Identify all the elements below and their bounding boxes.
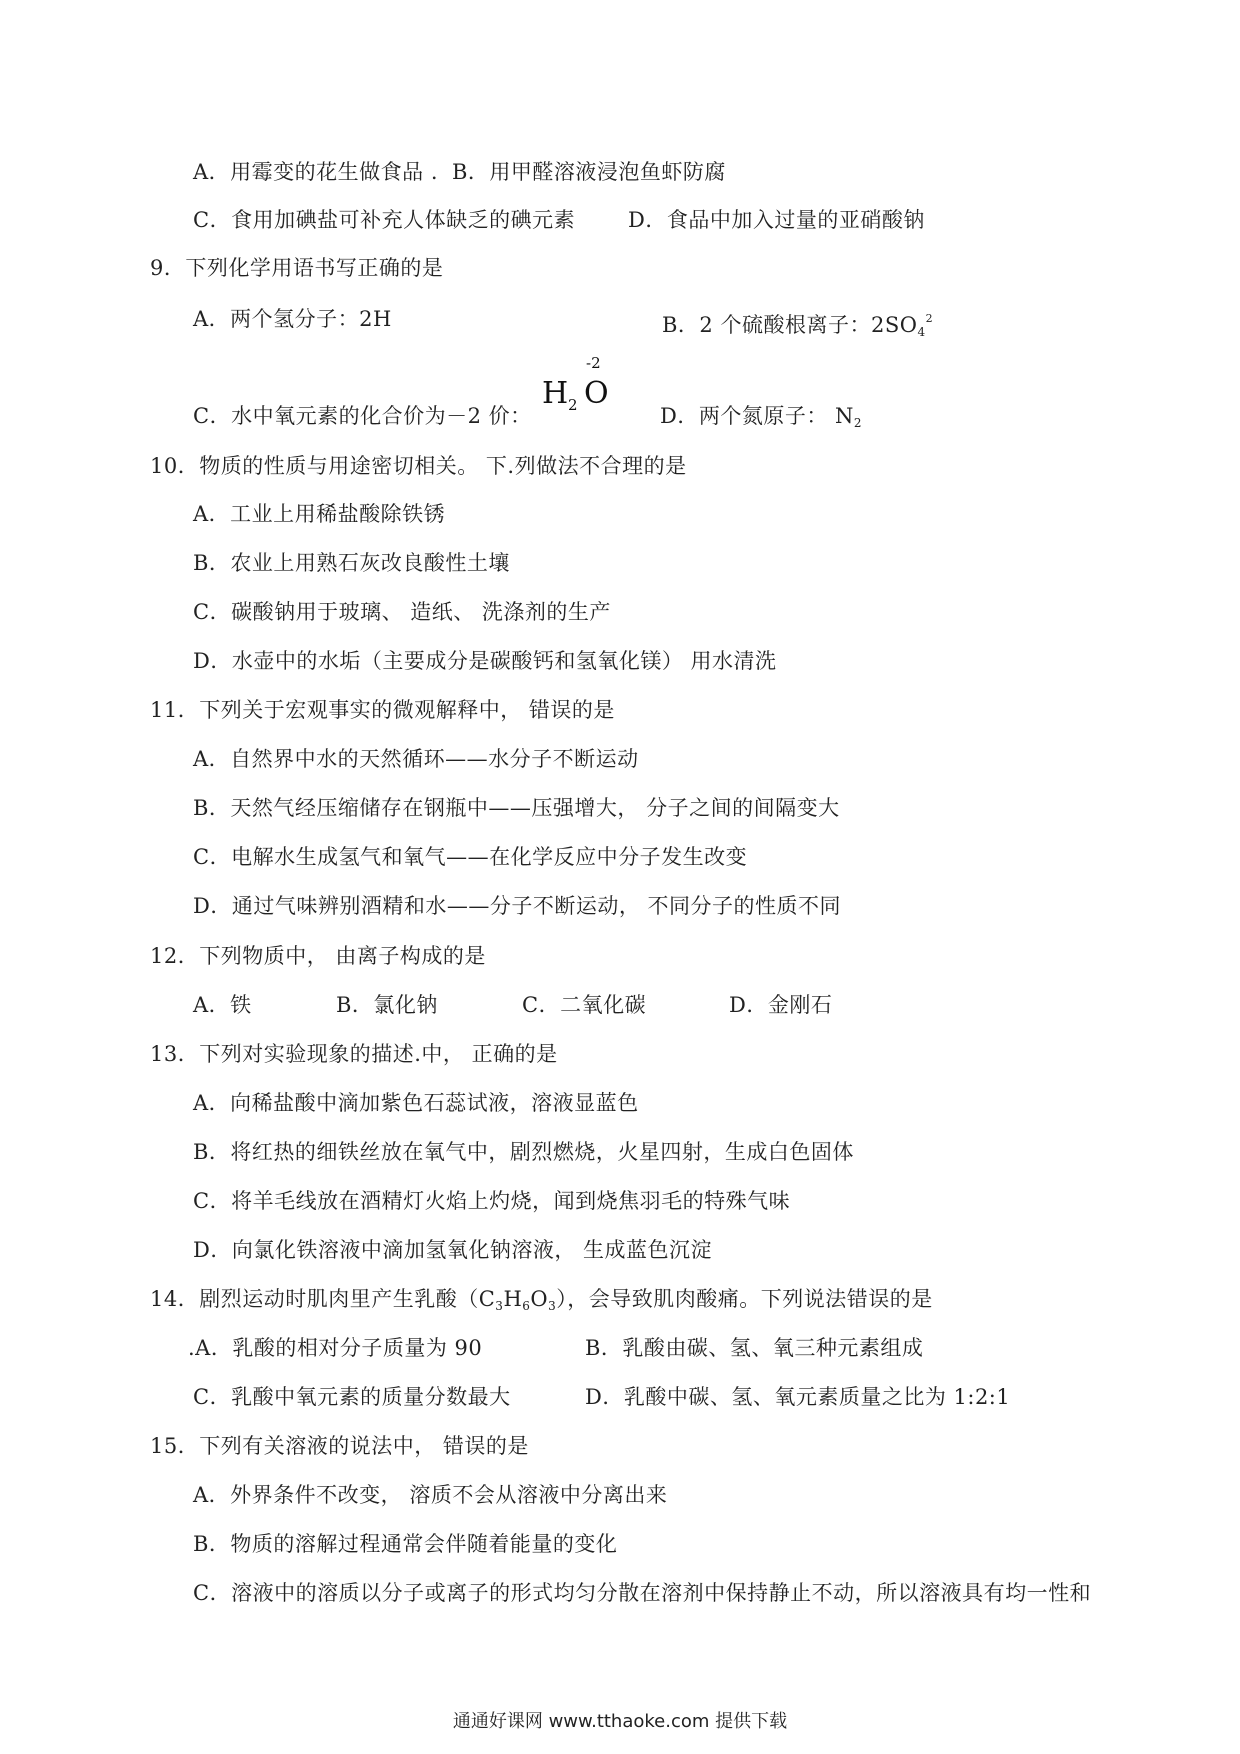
q9-option-b	[662, 305, 933, 346]
q13-option-b: B．将红热的细铁丝放在氧气中，剧烈燃烧，火星四射，生成白色固体	[193, 1140, 854, 1164]
q13-stem: 13．下列对实验现象的描述.中， 正确的是	[150, 1042, 558, 1066]
q13-option-c: C．将羊毛线放在酒精灯火焰上灼烧，闻到烧焦羽毛的特殊气味	[193, 1189, 791, 1213]
q15-option-c: C．溶液中的溶质以分子或离子的形式均匀分散在溶剂中保持静止不动，所以溶液具有均一性和	[193, 1581, 1092, 1605]
q11-stem: 11．下列关于宏观事实的微观解释中， 错误的是	[150, 698, 615, 722]
q14-option-c: C．乳酸中氧元素的质量分数最大	[193, 1385, 511, 1409]
q9-option-a: A．两个氢分子：2H	[193, 307, 392, 331]
formula-hydrogen-subscript: 2	[568, 396, 578, 414]
q8-option-c: C．食用加碘盐可补充人体缺乏的碘元素	[193, 208, 576, 232]
formula-valence: -2	[586, 354, 601, 372]
q12-stem: 12．下列物质中， 由离子构成的是	[150, 944, 486, 968]
q11-option-c: C．电解水生成氢气和氧气——在化学反应中分子发生改变	[193, 845, 748, 869]
q10-stem: 10．物质的性质与用途密切相关。 下.列做法不合理的是	[150, 454, 687, 478]
q15-option-a: A．外界条件不改变， 溶质不会从溶液中分离出来	[193, 1483, 668, 1507]
q10-option-b: B．农业上用熟石灰改良酸性土壤	[193, 551, 510, 575]
page-footer: 通通好课网 www.tthaoke.com 提供下载	[452, 1711, 788, 1732]
formula-hydrogen: H	[542, 376, 569, 411]
q10-option-d: D．水壶中的水垢（主要成分是碳酸钙和氢氧化镁） 用水清洗	[193, 649, 777, 673]
q14-formula-o-label: O	[530, 1287, 549, 1311]
q14-formula-h-count: 6	[522, 1299, 531, 1313]
q10-option-a: A．工业上用稀盐酸除铁锈	[193, 502, 446, 526]
q9-option-b-subscript: 4	[917, 325, 926, 339]
q14-option-a: .A．乳酸的相对分子质量为 90	[188, 1336, 483, 1360]
q11-option-a: A．自然界中水的天然循环——水分子不断运动	[193, 747, 639, 771]
q14-stem	[150, 1285, 933, 1320]
q9-option-d	[660, 402, 862, 437]
q9-option-d-text: D．两个氮原子： N	[660, 404, 854, 428]
q12-option-a: A．铁	[193, 993, 252, 1017]
q14-formula-h-label: H	[503, 1287, 523, 1311]
q12-option-b: B．氯化钠	[336, 993, 438, 1017]
q12-option-d: D．金刚石	[729, 993, 833, 1017]
q14-option-b: B．乳酸由碳、氢、氧三种元素组成	[585, 1336, 924, 1360]
q8-option-d: D．食品中加入过量的亚硝酸钠	[628, 208, 925, 232]
q9-option-d-subscript: 2	[853, 416, 863, 430]
q8-option-a: A．用霉变的花生做食品 .	[193, 160, 439, 184]
q13-option-d: D．向氯化铁溶液中滴加氢氧化钠溶液， 生成蓝色沉淀	[193, 1238, 713, 1262]
q14-formula-c-count: 3	[495, 1299, 504, 1313]
q11-option-d: D．通过气味辨别酒精和水——分子不断运动， 不同分子的性质不同	[193, 894, 842, 918]
q9-option-b-text: B．2 个硫酸根离子：2SO	[662, 313, 918, 337]
formula-oxygen: O	[584, 376, 609, 411]
q9-water-valence-formula	[542, 354, 620, 414]
q9-option-b-superscript: 2	[925, 312, 934, 325]
q14-stem-pre: 14．剧烈运动时肌肉里产生乳酸（C	[150, 1287, 496, 1311]
q14-option-d: D．乳酸中碳、氢、氧元素质量之比为 1:2:1	[585, 1385, 1011, 1409]
q14-formula-o-count: 3	[548, 1299, 557, 1313]
q13-option-a: A．向稀盐酸中滴加紫色石蕊试液，溶液显蓝色	[193, 1091, 639, 1115]
q12-option-c: C．二氧化碳	[522, 993, 647, 1017]
q15-stem: 15．下列有关溶液的说法中， 错误的是	[150, 1434, 529, 1458]
q8-option-b: B．用甲醛溶液浸泡鱼虾防腐	[452, 160, 726, 184]
q9-stem: 9．下列化学用语书写正确的是	[150, 256, 444, 280]
q10-option-c: C．碳酸钠用于玻璃、 造纸、 洗涤剂的生产	[193, 600, 611, 624]
q11-option-b: B．天然气经压缩储存在钢瓶中——压强增大， 分子之间的间隔变大	[193, 796, 840, 820]
q15-option-b: B．物质的溶解过程通常会伴随着能量的变化	[193, 1532, 618, 1556]
q14-stem-post: ），会导致肌肉酸痛。下列说法错误的是	[556, 1287, 933, 1311]
q9-option-c: C．水中氧元素的化合价为－2 价：	[193, 404, 532, 428]
